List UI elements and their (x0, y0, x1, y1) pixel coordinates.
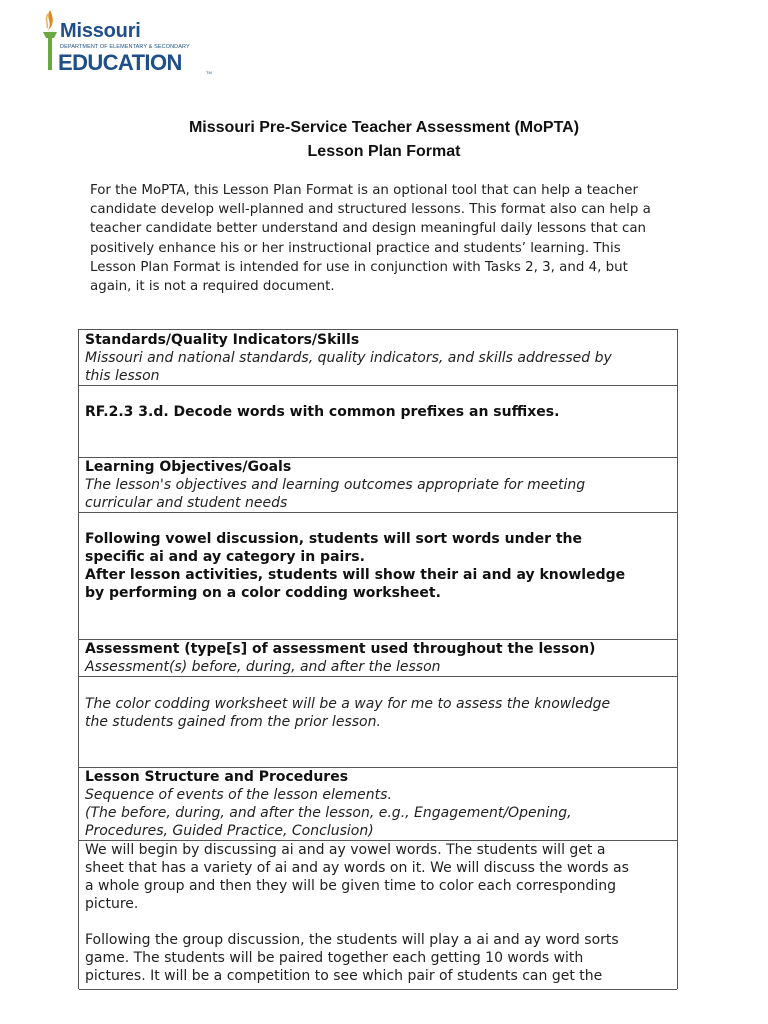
structure-response-cell (79, 841, 677, 990)
standards-heading: Standards/Quality Indicators/Skills (85, 332, 360, 348)
assessment-response-line: The color codding worksheet will be a way for me to assess the knowledge (85, 696, 611, 712)
structure-response-line: picture. (85, 896, 139, 912)
structure-description: Procedures, Guided Practice, Conclusion) (85, 823, 374, 839)
structure-response-line: a whole group and then they will be given time to color each corresponding (85, 878, 617, 894)
logo-line-department: DEPARTMENT OF ELEMENTARY & SECONDARY (60, 44, 190, 50)
logo-line-missouri: Missouri (60, 20, 141, 42)
objectives-description: curricular and student needs (85, 495, 288, 511)
intro-line: Lesson Plan Format is intended for use in conjunction with Tasks 2, 3, and 4, but (90, 259, 628, 275)
structure-header-cell (79, 768, 677, 841)
objectives-heading: Learning Objectives/Goals (85, 459, 292, 475)
structure-description: (The before, during, and after the lesson, e.g., Engagement/Opening, (85, 805, 572, 821)
objectives-response-cell (79, 513, 677, 640)
structure-response-line: Following the group discussion, the students will play a ai and ay word sorts (85, 932, 619, 948)
objectives-header-cell (79, 458, 677, 513)
structure-response-line: game. The students will be paired together each getting 10 words with (85, 950, 584, 966)
structure-response-line: pictures. It will be a competition to see which pair of students can get the (85, 968, 603, 984)
intro-line: positively enhance his or her instructional practice and students’ learning. This (90, 240, 621, 256)
standards-description: this lesson (85, 368, 160, 384)
standards-header-cell (79, 330, 677, 386)
structure-response-line: sheet that has a variety of ai and ay words on it. We will discuss the words as (85, 860, 629, 876)
assessment-header-cell (79, 640, 677, 677)
assessment-heading: Assessment (type[s] of assessment used throughout the lesson) (85, 641, 596, 657)
structure-heading: Lesson Structure and Procedures (85, 769, 349, 785)
standards-response-cell (79, 386, 677, 458)
objectives-response-line: Following vowel discussion, students will sort words under the (85, 531, 582, 547)
objectives-response-line: by performing on a color codding worksheet. (85, 585, 441, 601)
assessment-description: Assessment(s) before, during, and after the lesson (85, 659, 441, 675)
document-subtitle: Lesson Plan Format (307, 143, 461, 160)
standards-description: Missouri and national standards, quality indicators, and skills addressed by (85, 350, 612, 366)
intro-line: For the MoPTA, this Lesson Plan Format is an optional tool that can help a teacher (90, 183, 639, 198)
torch-icon (40, 8, 60, 74)
assessment-response-cell (79, 677, 677, 768)
objectives-response-line: After lesson activities, students will show their ai and ay knowledge (85, 567, 626, 583)
objectives-description: The lesson's objectives and learning outcomes appropriate for meeting (85, 477, 586, 493)
assessment-response-line: the students gained from the prior lesson. (85, 714, 381, 730)
intro-paragraph (90, 181, 690, 296)
objectives-response-line: specific ai and ay category in pairs. (85, 549, 365, 565)
intro-line: candidate develop well-planned and structured lessons. This format also can help a (90, 202, 651, 218)
standards-response: RF.2.3 3.d. Decode words with common prefixes an suffixes. (85, 404, 560, 420)
structure-description: Sequence of events of the lesson elements. (85, 787, 392, 803)
intro-line: teacher candidate better understand and design meaningful daily lessons that can (90, 221, 647, 237)
logo-trademark: TM (206, 70, 212, 75)
logo-line-education: EDUCATION (58, 50, 182, 75)
intro-line: again, it is not a required document. (90, 279, 335, 295)
lesson-plan-table (78, 329, 678, 989)
document-title: Missouri Pre-Service Teacher Assessment (MoPTA) (188, 119, 580, 136)
structure-response-line: We will begin by discussing ai and ay vowel words. The students will get a (85, 842, 606, 858)
missouri-education-logo (40, 8, 220, 74)
